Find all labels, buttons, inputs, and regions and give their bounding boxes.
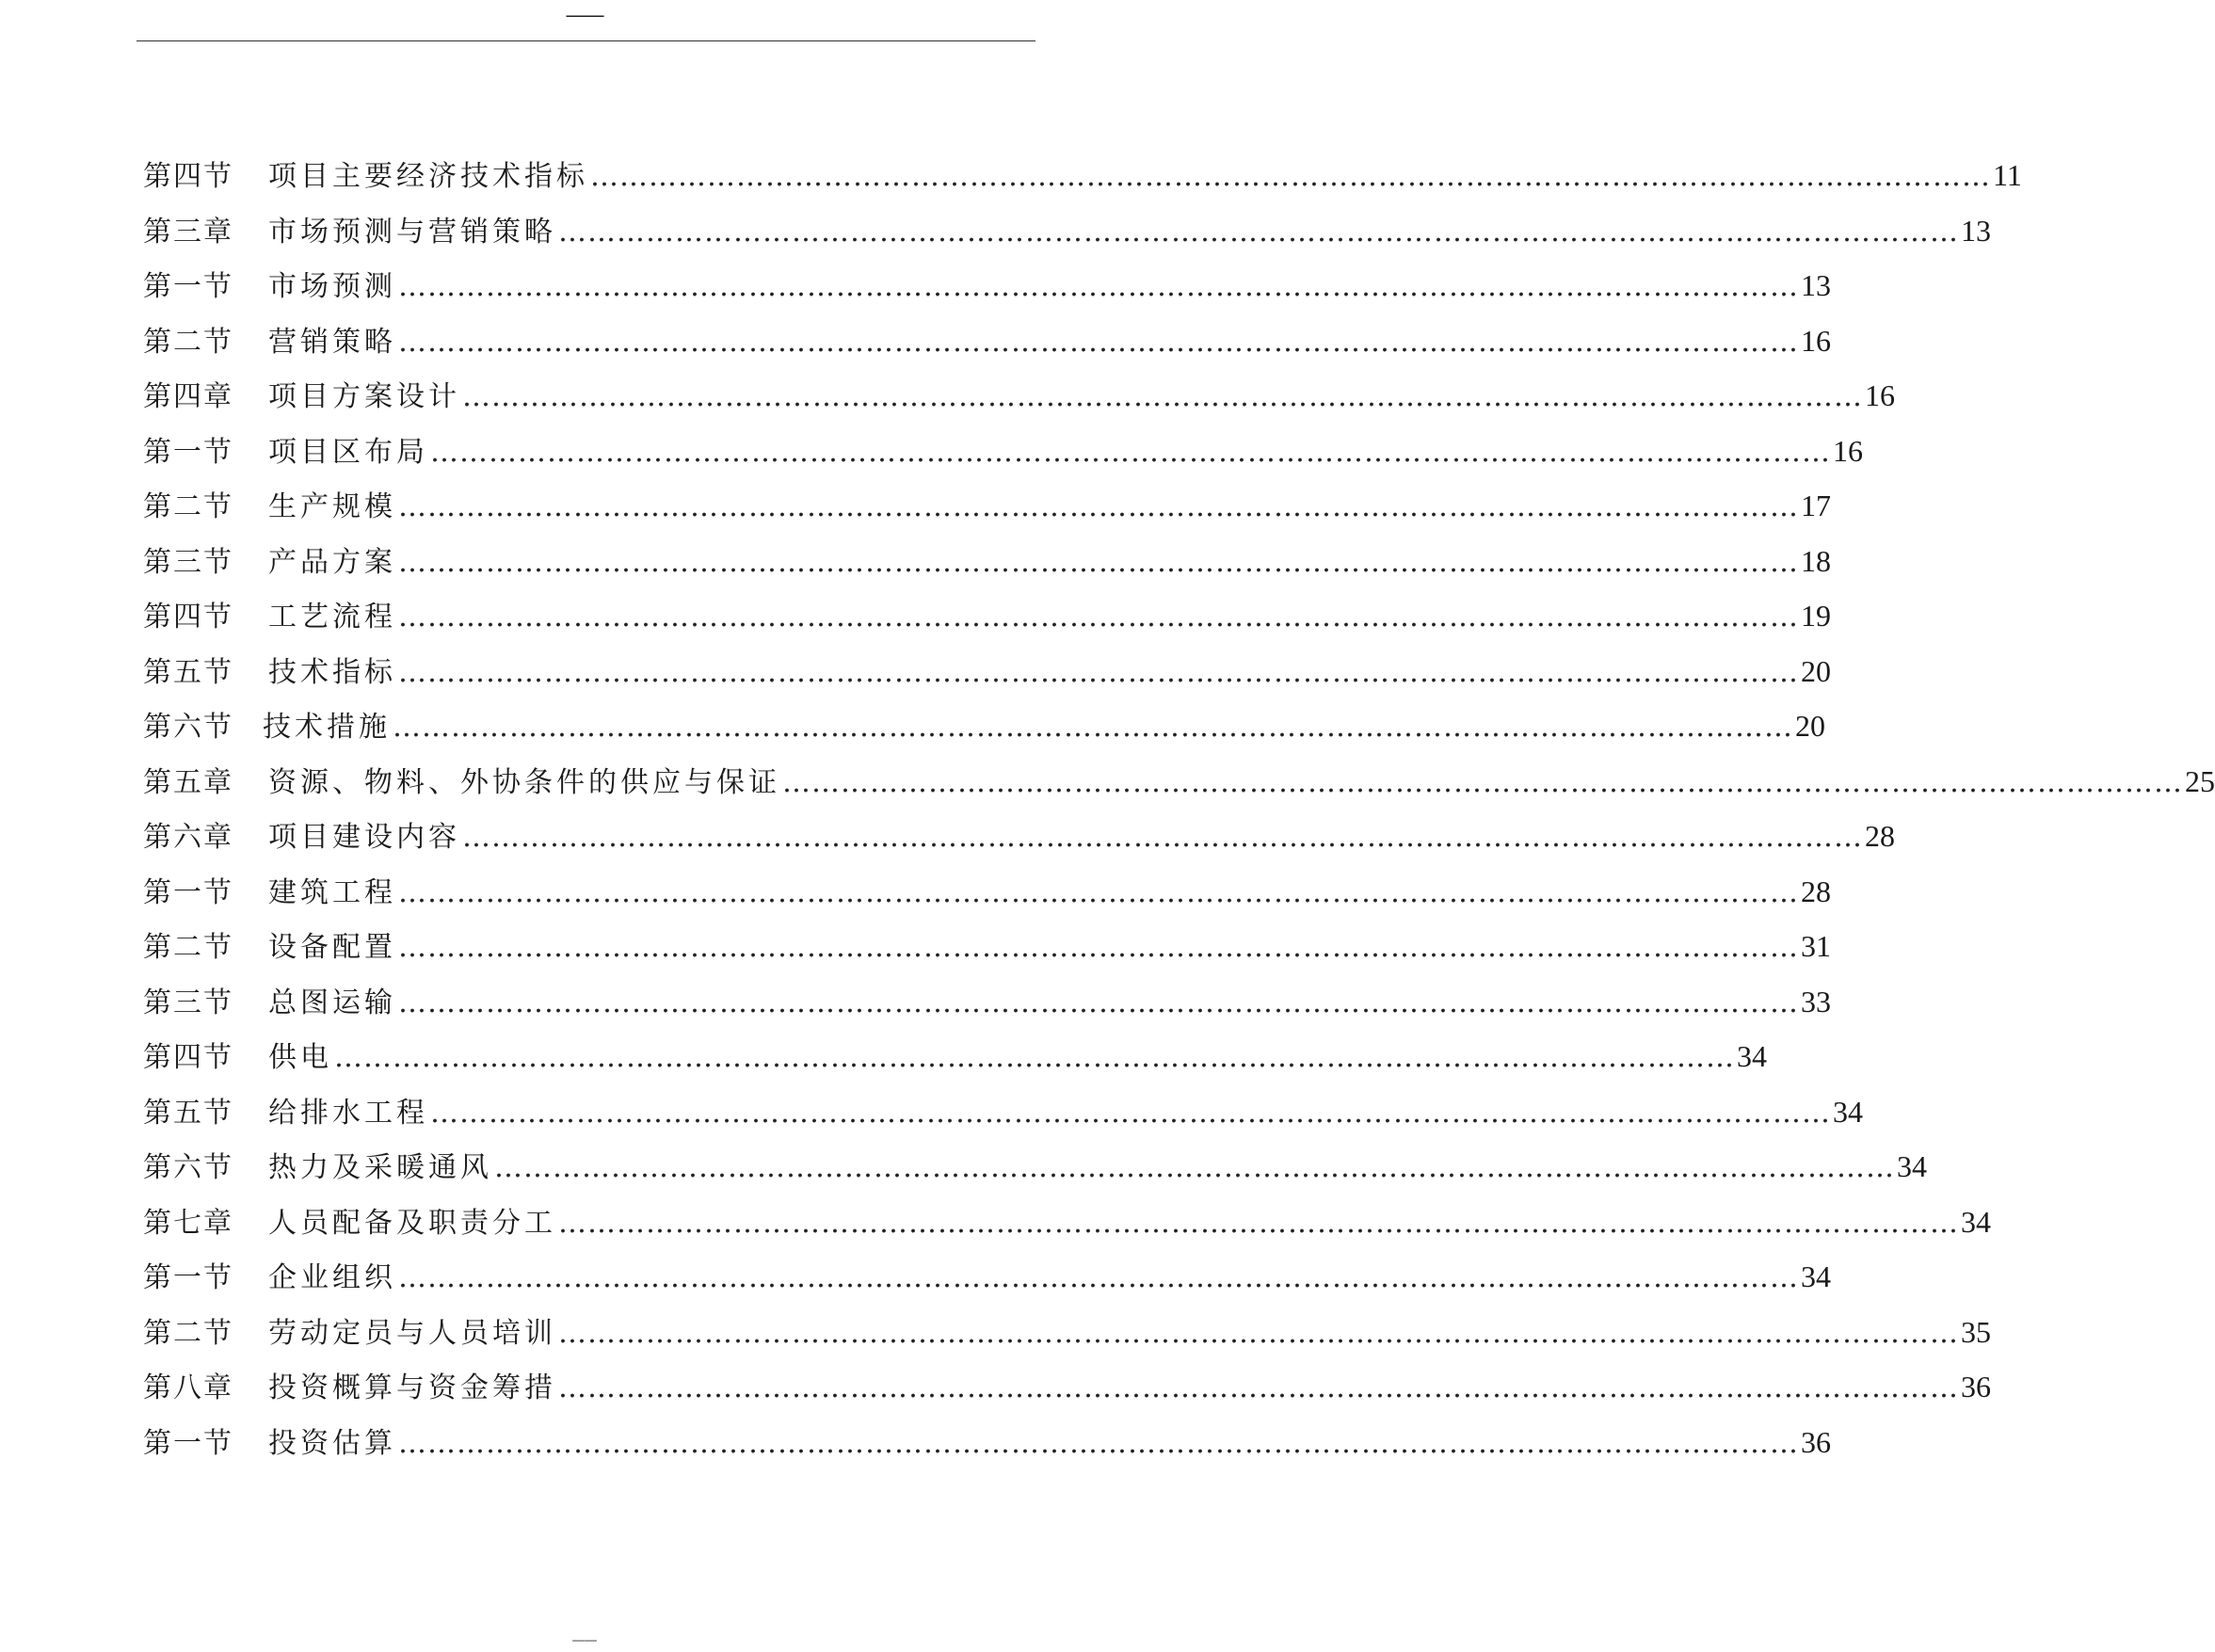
toc-entry[interactable] xyxy=(143,588,1831,644)
toc-entry-page: 28 xyxy=(1865,819,1895,853)
toc-entry[interactable] xyxy=(143,424,1863,479)
toc-entry-label: 第三章 xyxy=(143,215,233,249)
toc-leader-dots: ……………………………………………………………………………………………………………………………… xyxy=(398,1426,1799,1460)
toc-entry-title: 技术指标 xyxy=(268,655,396,689)
toc-entry-label: 第五节 xyxy=(143,1096,233,1130)
toc-entry-label: 第一节 xyxy=(143,1426,233,1460)
toc-entry-label: 第二节 xyxy=(143,490,233,523)
toc-entry-page: 16 xyxy=(1833,433,1863,468)
toc-entry-page: 31 xyxy=(1801,929,1831,963)
toc-leader-dots: ……………………………………………………………………………………………………………………………… xyxy=(398,270,1799,303)
toc-entry-page: 25 xyxy=(2185,763,2215,798)
toc-leader-dots: ……………………………………………………………………………………………………………………………… xyxy=(782,765,2183,799)
toc-entry[interactable] xyxy=(143,478,1831,534)
toc-entry-page: 19 xyxy=(1801,599,1831,633)
toc-leader-dots: ……………………………………………………………………………………………………………………………… xyxy=(462,821,1863,854)
toc-leader-dots: ……………………………………………………………………………………………………………………………… xyxy=(558,215,1959,249)
toc-entry[interactable] xyxy=(143,809,1895,864)
toc-entry[interactable] xyxy=(143,974,1831,1030)
toc-entry-title: 项目建设内容 xyxy=(268,821,460,854)
toc-entry-label: 第六章 xyxy=(143,821,233,854)
toc-entry-label: 第六节 xyxy=(143,711,233,744)
toc-entry-page: 20 xyxy=(1795,709,1825,743)
toc-entry-title: 营销策略 xyxy=(268,325,396,359)
toc-entry[interactable] xyxy=(143,534,1831,589)
toc-leader-dots: ……………………………………………………………………………………………………………………………… xyxy=(398,601,1799,634)
toc-entry[interactable] xyxy=(143,1249,1831,1305)
toc-entry-title: 资源、物料、外协条件的供应与保证 xyxy=(268,765,780,799)
toc-leader-dots: ……………………………………………………………………………………………………………………………… xyxy=(558,1316,1959,1350)
toc-entry-label: 第四节 xyxy=(143,1041,233,1074)
toc-entry-page: 34 xyxy=(1897,1149,1927,1183)
toc-entry[interactable] xyxy=(143,1139,1927,1195)
toc-entry-page: 33 xyxy=(1801,984,1831,1018)
toc-entry[interactable] xyxy=(143,1359,1991,1415)
toc-entry-page: 18 xyxy=(1801,543,1831,578)
toc-entry-label: 第二节 xyxy=(143,325,233,359)
table-of-contents xyxy=(143,148,2215,1469)
toc-entry-label: 第八章 xyxy=(143,1371,233,1404)
toc-entry-page: 36 xyxy=(1801,1424,1831,1459)
toc-entry-page: 11 xyxy=(1993,158,2022,192)
toc-leader-dots: ……………………………………………………………………………………………………………………………… xyxy=(398,490,1799,523)
toc-leader-dots: ……………………………………………………………………………………………………………………………… xyxy=(462,380,1863,413)
toc-entry-page: 13 xyxy=(1801,268,1831,302)
toc-entry[interactable] xyxy=(143,1305,1991,1360)
toc-entry[interactable] xyxy=(143,644,1831,699)
header-rule xyxy=(136,40,1035,41)
toc-entry-page: 16 xyxy=(1865,378,1895,412)
toc-entry-title: 项目方案设计 xyxy=(268,380,460,413)
toc-entry-title: 投资估算 xyxy=(268,1426,396,1460)
toc-entry-title: 给排水工程 xyxy=(268,1096,428,1130)
toc-entry-title: 生产规模 xyxy=(268,490,396,523)
toc-entry[interactable] xyxy=(143,258,1831,313)
toc-entry-title: 供电 xyxy=(268,1041,332,1074)
toc-leader-dots: ……………………………………………………………………………………………………………………………… xyxy=(398,875,1799,909)
toc-entry-title: 市场预测 xyxy=(268,270,396,303)
toc-entry-label: 第四节 xyxy=(143,160,233,193)
toc-entry-label: 第五章 xyxy=(143,765,233,799)
toc-entry[interactable] xyxy=(143,368,1895,424)
toc-entry-page: 20 xyxy=(1801,653,1831,688)
toc-entry-page: 28 xyxy=(1801,874,1831,908)
toc-entry[interactable] xyxy=(143,148,2022,203)
toc-entry-page: 34 xyxy=(1737,1039,1767,1073)
toc-entry-label: 第二节 xyxy=(143,1316,233,1350)
toc-entry-title: 市场预测与营销策略 xyxy=(268,215,556,249)
toc-leader-dots: ……………………………………………………………………………………………………………………………… xyxy=(334,1041,1735,1074)
toc-leader-dots: ……………………………………………………………………………………………………………………………… xyxy=(430,435,1831,469)
toc-entry-title: 工艺流程 xyxy=(268,601,396,634)
toc-entry-page: 34 xyxy=(1833,1094,1863,1129)
toc-entry[interactable] xyxy=(143,1029,1767,1084)
toc-entry-title: 产品方案 xyxy=(268,545,396,579)
toc-entry-page: 34 xyxy=(1961,1204,1991,1239)
toc-leader-dots: ……………………………………………………………………………………………………………………………… xyxy=(393,711,1793,744)
toc-entry[interactable] xyxy=(143,864,1831,920)
toc-entry[interactable] xyxy=(143,1415,1831,1470)
toc-entry-title: 劳动定员与人员培训 xyxy=(268,1316,556,1350)
toc-leader-dots: ……………………………………………………………………………………………………………………………… xyxy=(590,160,1991,193)
toc-entry-label: 第一节 xyxy=(143,435,233,469)
toc-entry-title: 投资概算与资金筹措 xyxy=(268,1371,556,1404)
page-header-mark: —— xyxy=(565,4,603,27)
toc-entry[interactable] xyxy=(143,313,1831,369)
toc-entry-label: 第一节 xyxy=(143,270,233,303)
toc-entry-page: 16 xyxy=(1801,323,1831,358)
toc-entry-page: 36 xyxy=(1961,1370,1991,1403)
toc-entry-title: 设备配置 xyxy=(268,931,396,964)
toc-entry-title: 热力及采暖通风 xyxy=(268,1151,492,1184)
toc-leader-dots: ……………………………………………………………………………………………………………………………… xyxy=(398,1261,1799,1294)
toc-entry[interactable] xyxy=(143,1084,1863,1140)
toc-entry-title: 人员配备及职责分工 xyxy=(268,1206,556,1240)
toc-leader-dots: ……………………………………………………………………………………………………………………………… xyxy=(398,986,1799,1019)
toc-entry-label: 第二节 xyxy=(143,931,233,964)
toc-entry-page: 34 xyxy=(1801,1259,1831,1293)
page-footer-mark: —— xyxy=(571,1633,597,1648)
toc-leader-dots: ……………………………………………………………………………………………………………………………… xyxy=(398,545,1799,579)
toc-leader-dots: ……………………………………………………………………………………………………………………………… xyxy=(398,325,1799,359)
toc-leader-dots: ……………………………………………………………………………………………………………………………… xyxy=(398,655,1799,689)
toc-entry-title: 项目区布局 xyxy=(268,435,428,469)
toc-entry[interactable] xyxy=(143,698,1825,754)
toc-entry-title: 技术措施 xyxy=(263,711,391,744)
toc-entry[interactable] xyxy=(143,919,1831,974)
toc-entry-title: 企业组织 xyxy=(268,1261,396,1294)
toc-entry-title: 总图运输 xyxy=(268,986,396,1019)
toc-leader-dots: ……………………………………………………………………………………………………………………………… xyxy=(558,1371,1959,1404)
toc-entry[interactable] xyxy=(143,754,2215,810)
toc-entry-page: 17 xyxy=(1801,489,1831,522)
toc-entry-label: 第一节 xyxy=(143,1261,233,1294)
toc-entry-label: 第四节 xyxy=(143,601,233,634)
toc-entry-label: 第五节 xyxy=(143,655,233,689)
toc-leader-dots: ……………………………………………………………………………………………………………………………… xyxy=(398,931,1799,964)
toc-entry[interactable] xyxy=(143,1195,1991,1250)
toc-entry-title: 建筑工程 xyxy=(268,875,396,909)
toc-entry-title: 项目主要经济技术指标 xyxy=(268,160,588,193)
toc-entry[interactable] xyxy=(143,203,1991,259)
toc-leader-dots: ……………………………………………………………………………………………………………………………… xyxy=(558,1206,1959,1240)
toc-entry-label: 第三节 xyxy=(143,986,233,1019)
toc-entry-page: 13 xyxy=(1961,213,1991,248)
toc-entry-page: 35 xyxy=(1961,1314,1991,1349)
toc-entry-label: 第七章 xyxy=(143,1206,233,1240)
toc-entry-label: 第四章 xyxy=(143,380,233,413)
toc-entry-label: 第六节 xyxy=(143,1151,233,1184)
toc-leader-dots: ……………………………………………………………………………………………………………………………… xyxy=(494,1151,1895,1184)
toc-leader-dots: ……………………………………………………………………………………………………………………………… xyxy=(430,1096,1831,1130)
toc-entry-label: 第一节 xyxy=(143,875,233,909)
toc-entry-label: 第三节 xyxy=(143,545,233,579)
